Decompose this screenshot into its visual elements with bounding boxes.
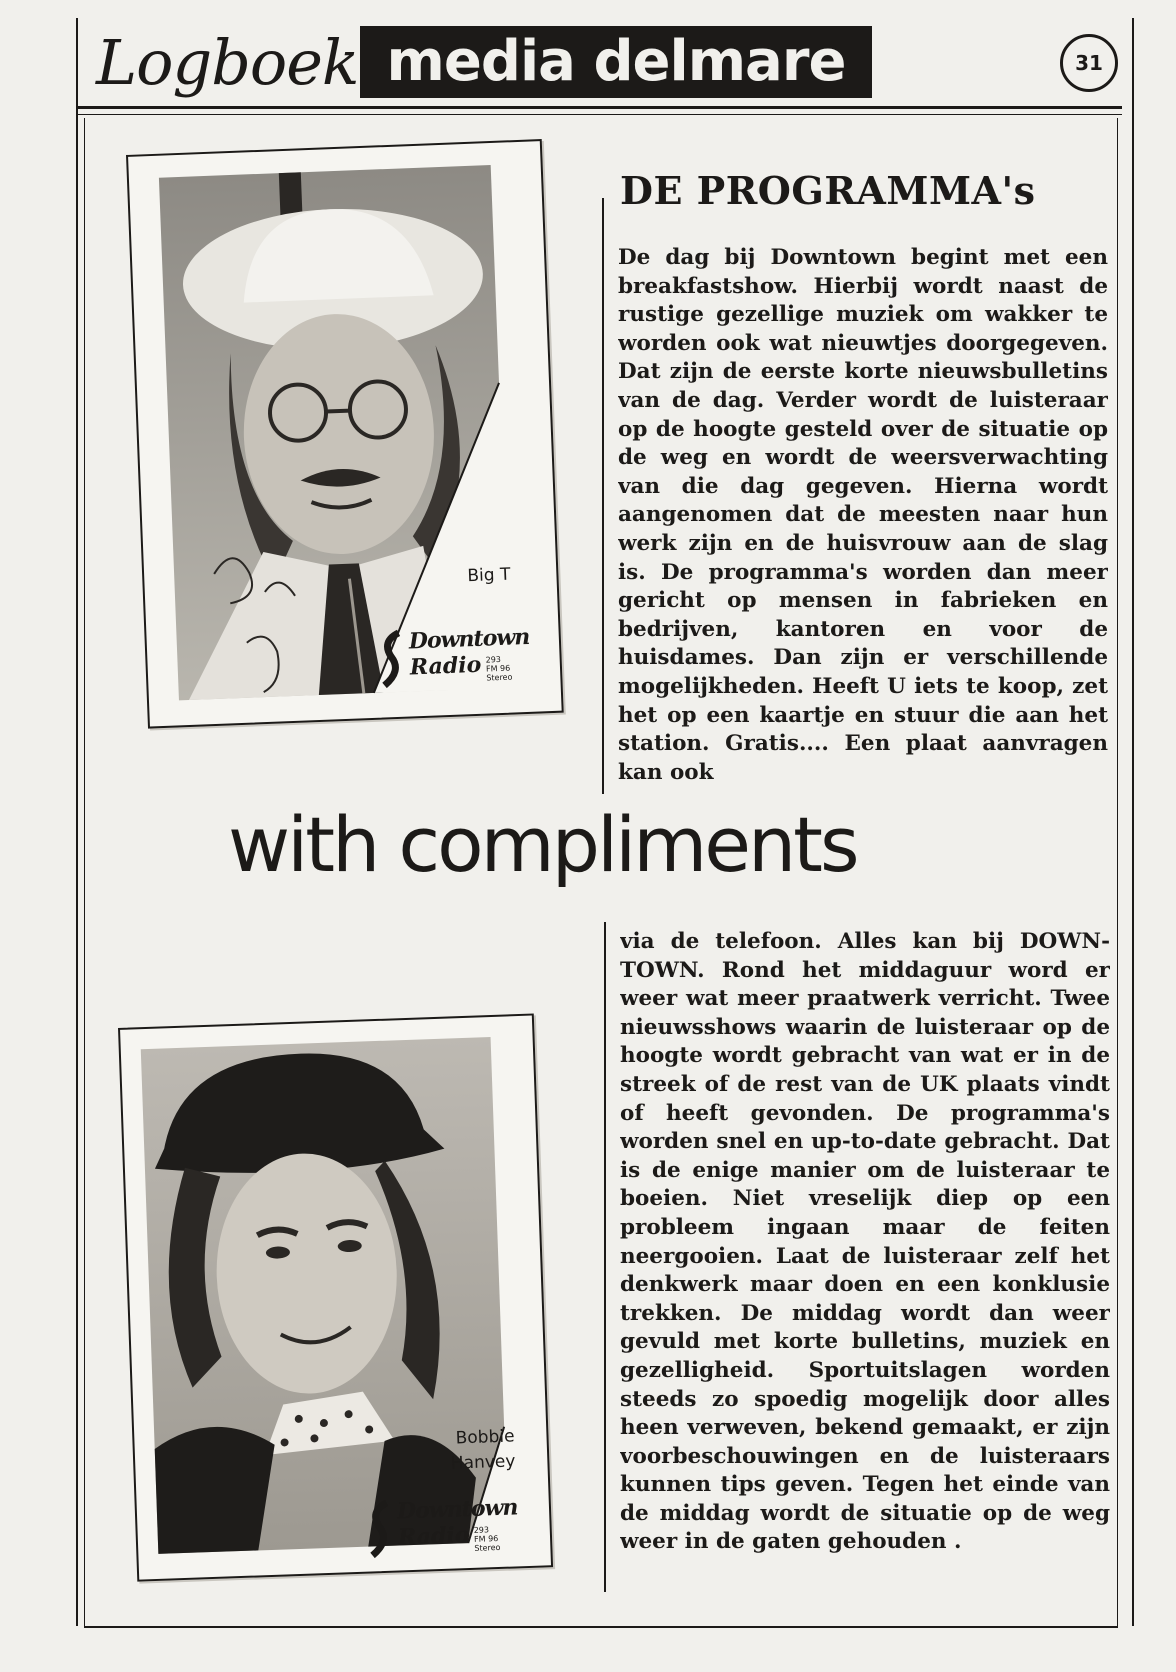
downtown-radio-logo — [376, 624, 538, 694]
logbook-title: Logboek — [96, 26, 359, 99]
card-caption-bobbie-hanvey — [414, 1424, 516, 1477]
logo-freq-a: 293 — [473, 1525, 490, 1535]
card-caption-big-t — [430, 563, 511, 591]
masthead — [90, 20, 1140, 100]
article-column-2: via de telefoon. Alles kan bij DOWNTOWN. Rond het middaguur word er weer wat meer praatwerk verricht. Twee nieuwsshows waarin de luisteraar op de hoogte wordt gebracht van wat er in de streek of de rest van de UK plaats vindt of heeft gevonden. De programma's worden snel en up-to-date gebracht. Dat is de enige manier om de luisteraar te boeien. Niet vreselijk diep op een probleem ingaan maar de feiten neergooien. Laat de luisteraar zelf het denkwerk maar doen en een konklusie trekken. De middag wordt dan weer gevuld met korte bulletins, muziek en gezelligheid. Sportuitslagen worden steeds zo spoedig mogelijk door alles heen verweven, bekend gemaakt, er zijn voorbeschouwingen en de luisteraars kunnen tips geven. Tegen het einde van de middag wordt de situatie op de weg weer in de gaten gehouden . — [620, 929, 1110, 1555]
article-title: DE PROGRAMMA's — [620, 168, 1036, 213]
logo-freq-a: 293 — [485, 654, 502, 665]
logo-frequency — [485, 654, 538, 683]
logo-freq-b: FM 96 Stereo — [473, 1534, 501, 1553]
downtown-radio-logo — [365, 1494, 527, 1564]
caption-line: Hanvey — [450, 1451, 516, 1474]
radio-logo-icon — [376, 629, 408, 690]
logo-radio: Radio — [409, 651, 482, 681]
logo-wordmark: Downtown — [408, 623, 530, 655]
logo-wordmark: Downtown — [396, 1494, 518, 1525]
logo-freq-b: FM 96 Stereo — [485, 663, 513, 683]
radio-logo-icon — [365, 1499, 397, 1560]
photo-card-big-t — [126, 139, 564, 729]
page-number: 31 — [1060, 34, 1118, 92]
logo-radio: Radio — [397, 1522, 470, 1551]
brand-box: media delmare — [360, 26, 872, 98]
header-rule-thin — [76, 114, 1122, 115]
caption-line: Bobbie — [455, 1426, 515, 1449]
column-rule — [602, 198, 604, 794]
caption-line: Big T — [467, 564, 511, 587]
column-rule — [604, 922, 606, 1592]
photo-card-bobbie-hanvey — [118, 1013, 553, 1581]
with-compliments-banner: with compliments — [228, 800, 857, 889]
header-rule — [76, 106, 1122, 109]
article-column-1: De dag bij Downtown begint met een breakfastshow. Hierbij wordt naast de rustige gezellige muziek om wakker te worden ook wat nieuwtjes doorgegeven. Dat zijn de eerste korte nieuwsbulletins van de dag. Verder wordt de luisteraar op de hoogte gesteld over de situatie op de weg en wordt de weersverwachting van die dag gegeven. Hierna wordt aangenomen dat de meesten naar hun werk zijn en de huisvrouw aan de slag is. De programma's worden dan meer gericht op mensen in fabrieken en bedrijven, kantoren en voor de huisdames. Dan zijn er verschillende mogelijkheden. Heeft U iets te koop, zet het op een kaartje en stuur die aan het station. Gratis.... Een plaat aanvragen kan ook — [618, 245, 1108, 785]
logo-frequency — [474, 1524, 527, 1553]
